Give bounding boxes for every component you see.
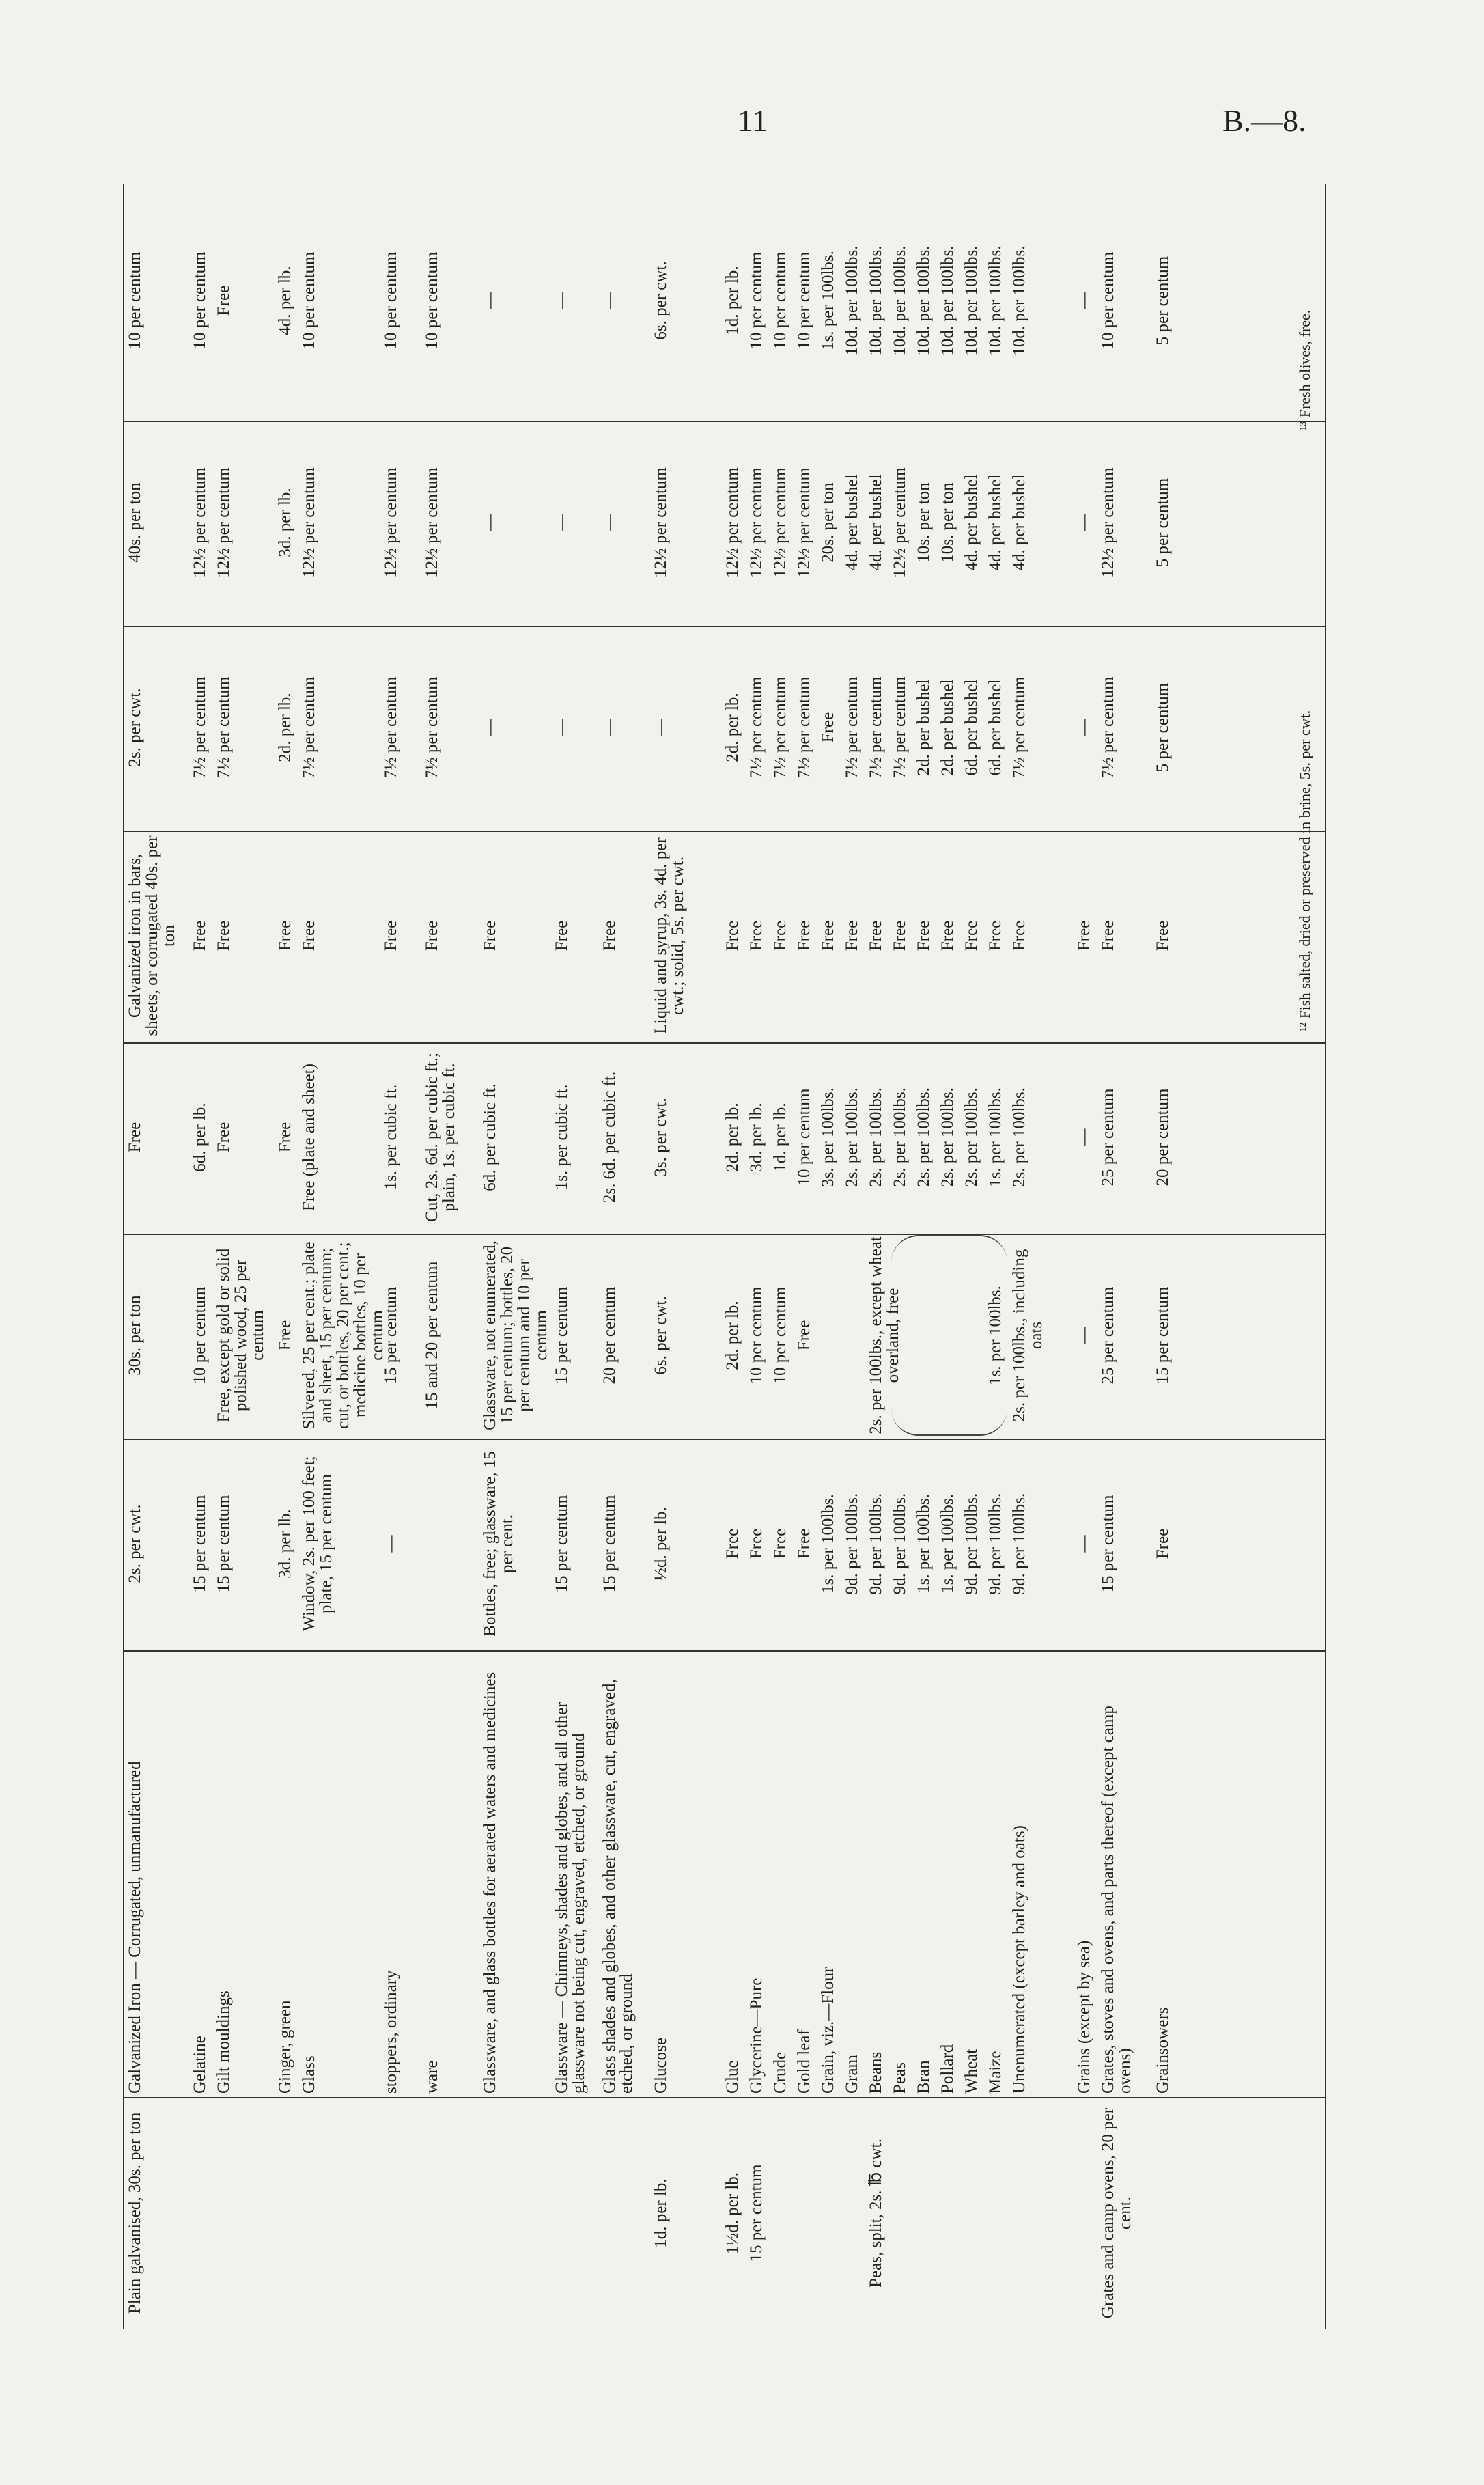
cell-col-5: Liquid and syrup, 3s. 4d. per cwt.; solid, 5s. per cwt. <box>652 837 687 1034</box>
cell-col-3: 10 per centum <box>191 1286 209 1385</box>
cell-col-7: 12½ per centum <box>747 467 766 578</box>
cell-col-5: Free <box>914 920 933 952</box>
cell-col-2: — <box>1075 1535 1093 1553</box>
cell-col-4: Cut, 2s. 6d. per cubic ft.; plain, 1s. per cubic ft. <box>423 1053 458 1222</box>
cell-col-6: 7½ per centum <box>191 676 209 779</box>
cell-col-1: Pollard <box>938 2044 957 2094</box>
cell-col-1: stoppers, ordinary <box>382 1970 400 2094</box>
cell-col-7: 12½ per centum <box>300 467 318 578</box>
cell-col-8: Free <box>214 285 233 316</box>
footnote-13: ¹³ Fresh olives, free. <box>1296 309 1313 430</box>
cell-col-2: 9d. per 100lbs. <box>867 1493 885 1595</box>
cell-col-8: 10d. per 100lbs. <box>891 245 909 356</box>
cell-col-2: 15 per centum <box>552 1495 571 1593</box>
cell-col-4: 2s. per 100lbs. <box>914 1087 933 1187</box>
cell-col-4: 10 per centum <box>795 1088 813 1186</box>
cell-col-2: 15 per centum <box>191 1495 209 1593</box>
cell-col-7: 12½ per centum <box>214 467 233 578</box>
cell-col-5: Free <box>891 920 909 952</box>
cell-col-2: 9d. per 100lbs. <box>843 1493 861 1595</box>
cell-col-5: Free <box>552 920 571 952</box>
cell-col-1: Glassware, and glass bottles for aerated waters and medicines <box>481 1671 499 2094</box>
cell-col-8: 10d. per 100lbs. <box>938 245 957 356</box>
cell-col-6: 5 per centum <box>1153 682 1172 773</box>
cell-col-2: 2s. per cwt. <box>126 1504 144 1583</box>
cell-col-2: Window, 2s. per 100 feet; plate, 15 per centum <box>300 1456 335 1632</box>
column-rule <box>123 2097 1325 2098</box>
cell-col-7: 40s. per ton <box>126 482 144 563</box>
cell-col-1: Gilt mouldings <box>214 1990 233 2094</box>
cell-col-1: Unenumerated (except barley and oats) <box>1010 1825 1028 2094</box>
cell-col-7: — <box>1075 514 1093 531</box>
cell-col-1: Grains (except by sea) <box>1075 1940 1093 2094</box>
cell-col-8: 10 per centum <box>191 251 209 350</box>
cell-col-6: 7½ per centum <box>891 676 909 779</box>
cell-col-1: Peas <box>891 2062 909 2094</box>
cell-col-8: 10d. per 100lbs. <box>1010 245 1028 356</box>
cell-col-7: 12½ per centum <box>652 467 670 578</box>
cell-col-5: Free <box>1075 920 1093 952</box>
cell-col-8: 10d. per 100lbs. <box>986 245 1005 356</box>
cell-col-1: Glucose <box>652 2038 670 2094</box>
cell-col-6: 7½ per centum <box>423 676 441 779</box>
cell-col-1: Grain, viz.—Flour <box>819 1967 837 2094</box>
document-reference: B.—8. <box>1222 103 1306 138</box>
cell-col-0: 1d. per lb. <box>652 2178 670 2248</box>
cell-col-4: 6d. per lb. <box>191 1102 209 1172</box>
cell-col-2: 9d. per 100lbs. <box>986 1493 1005 1595</box>
cell-col-4: 1d. per lb. <box>771 1102 789 1172</box>
cell-col-5: Free <box>795 920 813 952</box>
cell-col-8: 10 per centum <box>423 251 441 350</box>
cell-col-6: — <box>652 719 670 736</box>
cell-col-1: Ginger, green <box>276 2000 294 2094</box>
cell-col-1: Beans <box>867 2051 885 2094</box>
cell-col-1: Gelatine <box>191 2036 209 2094</box>
cell-col-5: Free <box>819 920 837 952</box>
page-number: 11 <box>738 103 768 138</box>
cell-col-2: — <box>382 1535 400 1553</box>
cell-col-1: Bran <box>914 2060 933 2094</box>
footnote-12: ¹² Fish salted, dried or preserved in brine, 5s. per cwt. <box>1296 710 1313 1031</box>
cell-col-3: 15 per centum <box>552 1286 571 1385</box>
cell-col-2: 3d. per lb. <box>276 1509 294 1579</box>
cell-col-2: 15 per centum <box>1099 1495 1117 1593</box>
cell-col-6: 2d. per lb. <box>723 693 742 762</box>
cell-col-8: 1s. per 100lbs. <box>819 251 837 350</box>
cell-col-8: 10 per centum <box>771 251 789 350</box>
cell-col-8: 1d. per lb. <box>723 266 742 335</box>
cell-col-5: Free <box>1099 920 1117 952</box>
cell-col-8: 10d. per 100lbs. <box>867 245 885 356</box>
cell-col-3: 2s. per 100lbs., except wheat overland, free <box>867 1236 902 1434</box>
cell-col-5: Free <box>867 920 885 952</box>
cell-col-8: 10 per centum <box>795 251 813 350</box>
cell-col-4: Free <box>276 1122 294 1153</box>
cell-col-5: Free <box>986 920 1005 952</box>
cell-col-8: — <box>481 292 499 309</box>
cell-col-1: Wheat <box>962 2049 981 2094</box>
cell-col-7: 10s. per ton <box>914 482 933 563</box>
cell-col-6: 7½ per centum <box>747 676 766 779</box>
cell-col-8: 10 per centum <box>300 251 318 350</box>
cell-col-3: 2d. per lb. <box>723 1301 742 1370</box>
cell-col-1: Grainsowers <box>1153 2007 1172 2094</box>
cell-col-1: Glassware — Chimneys, shades and globes, and all other glassware not being cut, engraved, etched, or ground <box>552 1702 588 2094</box>
cell-col-1: Glue <box>723 2060 742 2094</box>
cell-col-1: Glycerine—Pure <box>747 1977 766 2094</box>
cell-col-3: 15 per centum <box>1153 1286 1172 1385</box>
cell-col-3: Glassware, not enumerated, 15 per centum; bottles, 20 per centum and 10 per centum <box>481 1240 550 1430</box>
cell-col-3: 30s. per ton <box>126 1295 144 1376</box>
cell-col-7: 12½ per centum <box>723 467 742 578</box>
cell-col-3: Free <box>276 1320 294 1351</box>
cell-col-3: — <box>1075 1327 1093 1344</box>
cell-col-5: Free <box>481 920 499 952</box>
cell-col-6: — <box>481 719 499 736</box>
cell-col-3: 20 per centum <box>600 1286 619 1385</box>
column-rule <box>123 1439 1325 1440</box>
cell-col-6: — <box>1075 719 1093 736</box>
cell-col-6: — <box>600 719 619 736</box>
column-rule <box>123 1650 1325 1652</box>
cell-col-7: 12½ per centum <box>771 467 789 578</box>
cell-col-4: 2s. per 100lbs. <box>891 1087 909 1187</box>
cell-col-7: 10s. per ton <box>938 482 957 563</box>
cell-col-0: 15 per centum <box>747 2164 766 2262</box>
cell-col-5: Free <box>423 920 441 952</box>
cell-col-6: 7½ per centum <box>867 676 885 779</box>
cell-col-7: 12½ per centum <box>891 467 909 578</box>
cell-col-8: 10d. per 100lbs. <box>914 245 933 356</box>
cell-col-6: 7½ per centum <box>771 676 789 779</box>
cell-col-7: 4d. per bushel <box>962 474 981 571</box>
cell-col-5: Free <box>938 920 957 952</box>
cell-col-3: 2s. per 100lbs., including oats <box>1010 1249 1046 1422</box>
cell-col-2: 15 per centum <box>600 1495 619 1593</box>
cell-col-1: Glass shades and globes, and other glassware, cut, engraved, etched, or ground <box>600 1679 636 2094</box>
cell-col-5: Free <box>1010 920 1028 952</box>
cell-col-8: 10 per centum <box>1099 251 1117 350</box>
cell-col-3: 6s. per cwt. <box>652 1296 670 1375</box>
cell-col-6: 7½ per centum <box>795 676 813 779</box>
column-rule <box>123 1042 1325 1044</box>
cell-col-7: 4d. per bushel <box>986 474 1005 571</box>
cell-col-4: 2s. per 100lbs. <box>962 1087 981 1187</box>
cell-col-6: 7½ per centum <box>1010 676 1028 779</box>
cell-col-4: 6d. per cubic ft. <box>481 1083 499 1191</box>
cell-col-7: 5 per centum <box>1153 477 1172 568</box>
cell-col-0: 1½d. per lb. <box>723 2171 742 2255</box>
cell-col-5: Free <box>962 920 981 952</box>
cell-col-7: 12½ per centum <box>382 467 400 578</box>
cell-col-5: Free <box>747 920 766 952</box>
cell-col-2: Free <box>723 1528 742 1559</box>
cell-col-7: 12½ per centum <box>795 467 813 578</box>
cell-col-8: — <box>1075 292 1093 309</box>
cell-col-8: — <box>600 292 619 309</box>
cell-col-1: Maize <box>986 2051 1005 2094</box>
cell-col-5: Free <box>276 920 294 952</box>
cell-col-4: 2d. per lb. <box>723 1102 742 1172</box>
cell-col-7: 12½ per centum <box>191 467 209 578</box>
cell-col-4: 3s. per cwt. <box>652 1098 670 1177</box>
column-rule <box>123 831 1325 832</box>
cell-col-1: Gram <box>843 2055 861 2094</box>
cell-col-4: 3s. per 100lbs. <box>819 1087 837 1187</box>
cell-col-4: 3d. per lb. <box>747 1102 766 1172</box>
cell-col-1: Crude <box>771 2051 789 2094</box>
cell-col-4: 2s. per 100lbs. <box>938 1087 957 1187</box>
cell-col-7: 4d. per bushel <box>1010 474 1028 571</box>
cell-col-5: Free <box>1153 920 1172 952</box>
cell-col-3: 25 per centum <box>1099 1286 1117 1385</box>
cell-col-2: Free <box>795 1528 813 1559</box>
cell-col-7: — <box>600 514 619 531</box>
cell-col-8: 10d. per 100lbs. <box>962 245 981 356</box>
cell-col-3: Free <box>795 1320 813 1351</box>
cell-col-8: 10 per centum <box>747 251 766 350</box>
cell-col-8: 6s. per cwt. <box>652 261 670 340</box>
cell-col-2: 1s. per 100lbs. <box>938 1494 957 1594</box>
cell-col-3: Silvered, 25 per cent.; plate and sheet, 15 per centum; cut, or bottles, 20 per cent.; medicine bottles, 10 per centum <box>300 1241 387 1430</box>
cell-col-4: 2s. 6d. per cubic ft. <box>600 1071 619 1204</box>
cell-col-8: 10d. per 100lbs. <box>843 245 861 356</box>
cell-col-6: 6d. per bushel <box>986 679 1005 776</box>
cell-col-5: Free <box>771 920 789 952</box>
cell-col-4: 20 per centum <box>1153 1088 1172 1186</box>
cell-col-1: Galvanized Iron — Corrugated, unmanufactured <box>126 1761 144 2094</box>
cell-col-6: 7½ per centum <box>382 676 400 779</box>
cell-col-4: Free <box>214 1122 233 1153</box>
cell-col-2: 9d. per 100lbs. <box>1010 1493 1028 1595</box>
cell-col-6: 2d. per lb. <box>276 693 294 762</box>
cell-col-4: 1s. per cubic ft. <box>552 1084 571 1191</box>
cell-col-4: 1s. per cubic ft. <box>382 1084 400 1191</box>
cell-col-6: 7½ per centum <box>843 676 861 779</box>
cell-col-7: 12½ per centum <box>1099 467 1117 578</box>
cell-col-7: 4d. per bushel <box>843 474 861 571</box>
cell-col-3: 10 per centum <box>771 1286 789 1385</box>
cell-col-2: Free <box>747 1528 766 1559</box>
cell-col-1: Glass <box>300 2055 318 2094</box>
cell-col-6: 7½ per centum <box>214 676 233 779</box>
cell-col-5: Free <box>723 920 742 952</box>
cell-col-2: Bottles, free; glassware, 15 per cent. <box>481 1451 516 1637</box>
cell-col-7: — <box>481 514 499 531</box>
cell-col-8: 10 per centum <box>126 251 144 350</box>
cell-col-4: 2s. per 100lbs. <box>843 1087 861 1187</box>
cell-col-5: Free <box>600 920 619 952</box>
cell-col-2: Free <box>771 1528 789 1559</box>
cell-col-4: 2s. per 100lbs. <box>867 1087 885 1187</box>
cell-col-5: Free <box>191 920 209 952</box>
cell-col-5: Galvanized iron in bars, sheets, or corrugated 40s. per ton <box>126 835 178 1036</box>
cell-col-4: 1s. per 100lbs. <box>986 1087 1005 1187</box>
cell-col-6: 7½ per centum <box>1099 676 1117 779</box>
cell-col-6: 2d. per bushel <box>914 679 933 776</box>
cell-col-5: Free <box>382 920 400 952</box>
cell-col-2: 9d. per 100lbs. <box>891 1493 909 1595</box>
cell-col-4: — <box>1075 1128 1093 1146</box>
cell-col-5: Free <box>843 920 861 952</box>
cell-col-2: Free <box>1153 1528 1172 1559</box>
cell-col-3: 10 per centum <box>747 1286 766 1385</box>
cell-col-1: Grates, stoves and ovens, and parts thereof (except camp ovens) <box>1099 1706 1134 2094</box>
cell-col-6: 6d. per bushel <box>962 679 981 776</box>
cell-col-6: 2s. per cwt. <box>126 688 144 767</box>
column-rule <box>123 626 1325 627</box>
column-rule <box>123 1234 1325 1235</box>
cell-col-0: Plain galvanised, 30s. per ton <box>126 2112 144 2314</box>
cell-col-3: Free, except gold or solid polished wood, 25 per centum <box>214 1248 267 1423</box>
cell-col-5: Free <box>214 920 233 952</box>
cell-col-6: 7½ per centum <box>300 676 318 779</box>
cell-col-2: ½d. per lb. <box>652 1507 670 1581</box>
cell-col-4: Free (plate and sheet) <box>300 1064 318 1211</box>
cell-col-3: 15 per centum <box>382 1286 400 1385</box>
cell-col-4: Free <box>126 1122 144 1153</box>
cell-col-0: Peas, split, 2s. ℔ cwt. <box>867 2139 885 2288</box>
cell-col-8: 4d. per lb. <box>276 266 294 335</box>
column-rule <box>123 421 1325 422</box>
cell-col-8: 5 per centum <box>1153 255 1172 346</box>
cell-col-2: 15 per centum <box>214 1495 233 1593</box>
cell-col-7: 20s. per ton <box>819 482 837 563</box>
table-top-rule <box>123 184 124 2329</box>
cell-col-6: — <box>552 719 571 736</box>
cell-col-7: 12½ per centum <box>423 467 441 578</box>
cell-col-0: Grates and camp ovens, 20 per cent. <box>1099 2107 1134 2319</box>
tariff-table <box>123 178 1325 2329</box>
cell-col-3: 15 and 20 per centum <box>423 1261 441 1410</box>
cell-col-1: ware <box>423 2060 441 2094</box>
cell-col-6: Free <box>819 712 837 743</box>
cell-col-2: 9d. per 100lbs. <box>962 1493 981 1595</box>
table-bottom-rule <box>1325 184 1326 2329</box>
cell-col-7: 4d. per bushel <box>867 474 885 571</box>
cell-col-8: 10 per centum <box>382 251 400 350</box>
cell-col-7: 3d. per lb. <box>276 488 294 557</box>
cell-col-5: Free <box>300 920 318 952</box>
cell-col-4: 25 per centum <box>1099 1088 1117 1186</box>
cell-col-7: — <box>552 514 571 531</box>
cell-col-1: Gold leaf <box>795 2029 813 2094</box>
cell-col-6: 2d. per bushel <box>938 679 957 776</box>
cell-col-8: — <box>552 292 571 309</box>
cell-col-2: 1s. per 100lbs. <box>914 1494 933 1594</box>
cell-col-3: 1s. per 100lbs. <box>986 1286 1005 1385</box>
cell-col-4: 2s. per 100lbs. <box>1010 1087 1028 1187</box>
cell-col-2: 1s. per 100lbs. <box>819 1494 837 1594</box>
